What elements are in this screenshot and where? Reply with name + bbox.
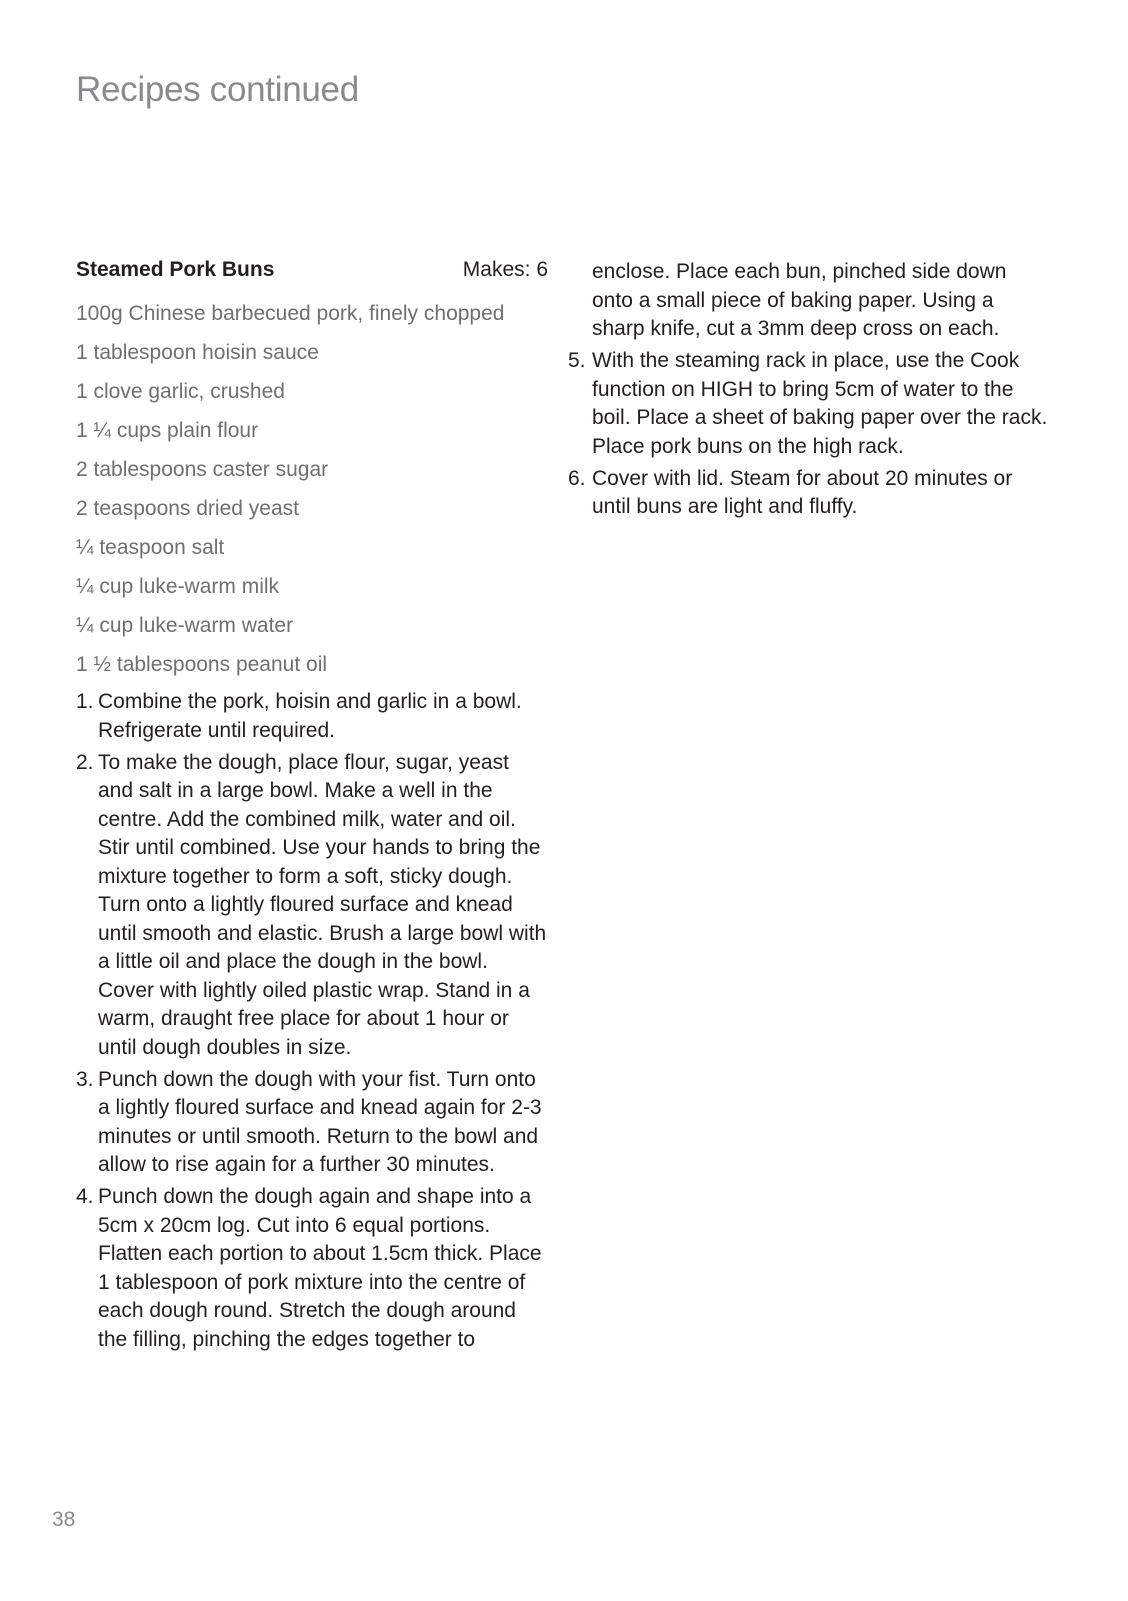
ingredient-item: ¼ cup luke-warm water [76,614,294,637]
step-text: With the steaming rack in place, use the Cook function on HIGH to bring 5cm of water to the boil. Place a sheet of baking paper over the rack. Place pork buns on the high rack. [592,349,1048,458]
ingredient-item: 2 teaspoons dried yeast [76,497,299,520]
method-step [568,347,1050,461]
recipe-right-column [568,258,1050,525]
ingredient-item: 1 tablespoon hoisin sauce [76,341,319,364]
step-number: 4. [76,1185,94,1208]
method-steps-continued [568,258,1050,522]
step-number: 3. [76,1067,94,1091]
recipe-yield: Makes: 6 [462,258,548,281]
step-number: 6. [568,466,586,490]
ingredient-item: 1 ¼ cups plain flour [76,419,259,442]
step-number: 1. [76,690,94,713]
method-step [76,1183,548,1354]
ingredient-item: 2 tablespoons caster sugar [76,458,329,481]
ingredient-item: 100g Chinese barbecued pork, finely chopped [76,302,505,325]
method-step [76,749,548,1063]
recipe-left-column [76,258,548,1358]
method-steps [76,688,548,1354]
recipe-title: Steamed Pork Buns [76,258,275,281]
step-text: Cover with lid. Steam for about 20 minutes or until buns are light and fluffy. [592,466,1013,518]
ingredient-item: ¼ cup luke-warm milk [76,575,280,598]
ingredient-item: 1 ½ tablespoons peanut oil [76,653,328,676]
step-number: 5. [568,349,586,372]
page-title: Recipes continued [76,70,359,109]
step-number: 2. [76,750,94,774]
ingredient-item: 1 clove garlic, crushed [76,380,285,403]
method-step [76,688,548,745]
step-text: Combine the pork, hoisin and garlic in a bowl. Refrigerate until required. [98,690,522,742]
step-text: Punch down the dough with your fist. Turn onto a lightly floured surface and knead again for 2-3 minutes or until smooth. Return to the bowl and allow to rise again for a further 30 minutes. [98,1067,542,1176]
step-4-continued: enclose. Place each bun, pinched side down onto a small piece of baking paper. Using a sharp knife, cut a 3mm deep cross on each. [592,260,1007,340]
step-text: Punch down the dough again and shape into a 5cm x 20cm log. Cut into 6 equal portions. Flatten each portion to about 1.5cm thick. Place 1 tablespoon of pork mixture into the centre of each dough round. Stretch the dough around the filling, pinching the edges together to [98,1185,542,1351]
method-step [568,465,1050,522]
method-step [76,1066,548,1180]
ingredient-item: ¼ teaspoon salt [76,536,225,559]
page-number: 38 [52,1508,76,1531]
ingredient-list [76,298,548,681]
step-text: To make the dough, place flour, sugar, yeast and salt in a large bowl. Make a well in the centre. Add the combined milk, water and oil. Stir until combined. Use your hands to bring the mixture together to form a soft, sticky dough. Turn onto a lightly floured surface and knead until smooth and elastic. Brush a large bowl with a little oil and place the dough in the bowl. Cover with lightly oiled plastic wrap. Stand in a warm, draught free place for about 1 hour or until dough doubles in size. [98,750,547,1059]
recipe-header [76,258,548,298]
